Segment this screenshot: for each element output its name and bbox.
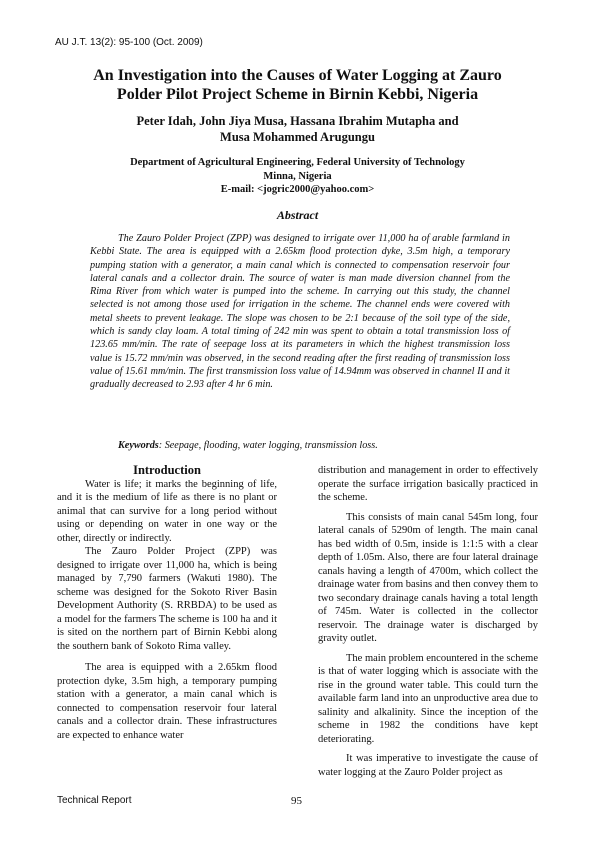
paragraph: It was imperative to investigate the cause of water logging at the Zauro Polder project as xyxy=(318,753,538,778)
affiliation-line2: Minna, Nigeria xyxy=(263,170,332,182)
author-email: E-mail: <jogric2000@yahoo.com> xyxy=(220,184,375,195)
running-head: AU J.T. 13(2): 95-100 (Oct. 2009) xyxy=(55,37,203,48)
body-column-left xyxy=(57,464,277,742)
keywords-list: : Seepage, flooding, water logging, transmission loss. xyxy=(158,440,378,451)
body-column-right xyxy=(318,464,538,779)
paragraph: The area is equipped with a 2.65km flood protection dyke, 3.5m high, a temporary pumping station with a generator, a main canal which is connected to compensation reservoir four lateral canals and a collector drain. These infrastructures are expected to enhance water xyxy=(57,662,277,741)
abstract-text: The Zauro Polder Project (ZPP) was designed to irrigate over 11,000 ha of arable farmland in Kebbi State. The area is equipped with a 2.65km flood protection dyke, 3.5m high, a temporary pumping station with a generator, a main canal which is connected to compensation reservoir four lateral canals and a collector drain. The source of water is man made diversion channel from the Rima River from which water is pumped into the scheme. In carrying out this study, the channel selected is not among those used for irrigation in the scheme. The channel ends were covered with metal sheets to prevent leakage. The slope was chosen to be 2:1 because of the soil type of the side, which is sandy clay loam. A total timing of 242 min was spent to obtain a total transmission loss of 123.65 mm/min. The rate of seepage loss at its parameters in which the highest transmission loss value is 15.72 mm/min was observed, in the second reading after the first reading of transmission loss value of 15.61 mm/min. The first transmission loss value of 14.94mm was observed in channel II and it gradually decreased to 2.93 after 4 hr 6 min. xyxy=(90,233,510,391)
keywords-label: Keywords xyxy=(118,440,159,451)
paragraph: The Zauro Polder Project (ZPP) was designed to irrigate over 11,000 ha, which is being managed by 7,790 farmers (Wakuti 1980). The scheme was designed for the Sokoto River Basin Development Authority (S. RRBDA) to be used as a model for the farmers The scheme is 100 ha and it is sited on the northern part of Birnin Kebbi along the southern bank of Sokoto Rima valley. xyxy=(57,546,277,652)
authors xyxy=(40,113,555,145)
paragraph: Water is life; it marks the beginning of life, and it is the medium of life as there is no plant or animal that can survive for a long period without using or depending on water in one way or the other, directly or indirectly. xyxy=(57,478,277,544)
section-heading-introduction: Introduction xyxy=(133,463,201,477)
paper-title-line1: An Investigation into the Causes of Water Logging at Zauro xyxy=(93,67,502,84)
paragraph: distribution and management in order to effectively operate the surface irrigation basically practiced in the scheme. xyxy=(318,465,538,503)
affiliation-line1: Department of Agricultural Engineering, Federal University of Technology xyxy=(130,157,465,168)
footer-label: Technical Report xyxy=(57,795,132,806)
keywords xyxy=(118,439,518,452)
paragraph: This consists of main canal 545m long, four lateral canals of 5290m of length. The main canal has bed width of 0.5m, inside is 1:1:5 with a clear depth of 1.05m. Also, there are four lateral drainage canals having a length of 4700m, which collect the drainage water from basins and then convey them to two secondary drainage canals having a total length of 745m. Water is collected in the collector reservoir. The drainage water is discharged by gravity outlet. xyxy=(318,511,538,644)
paragraph: The main problem encountered in the scheme is that of water logging which is associate with the rise in the ground water table. This could turn the available farm land into an unproductive area due to salinity and alkalinity. Since the inception of the scheme in 1982 the conditions have kept deteriorating. xyxy=(318,652,538,745)
page-number: 95 xyxy=(291,795,302,807)
abstract-heading: Abstract xyxy=(276,208,319,222)
paper-title-line2: Polder Pilot Project Scheme in Birnin Kebbi, Nigeria xyxy=(116,86,479,103)
authors-line1: Peter Idah, John Jiya Musa, Hassana Ibrahim Mutapha and xyxy=(136,114,459,128)
authors-line2: Musa Mohammed Arugungu xyxy=(220,130,375,144)
affiliation xyxy=(40,156,555,197)
paper-title xyxy=(40,66,555,104)
title-block xyxy=(40,66,555,197)
